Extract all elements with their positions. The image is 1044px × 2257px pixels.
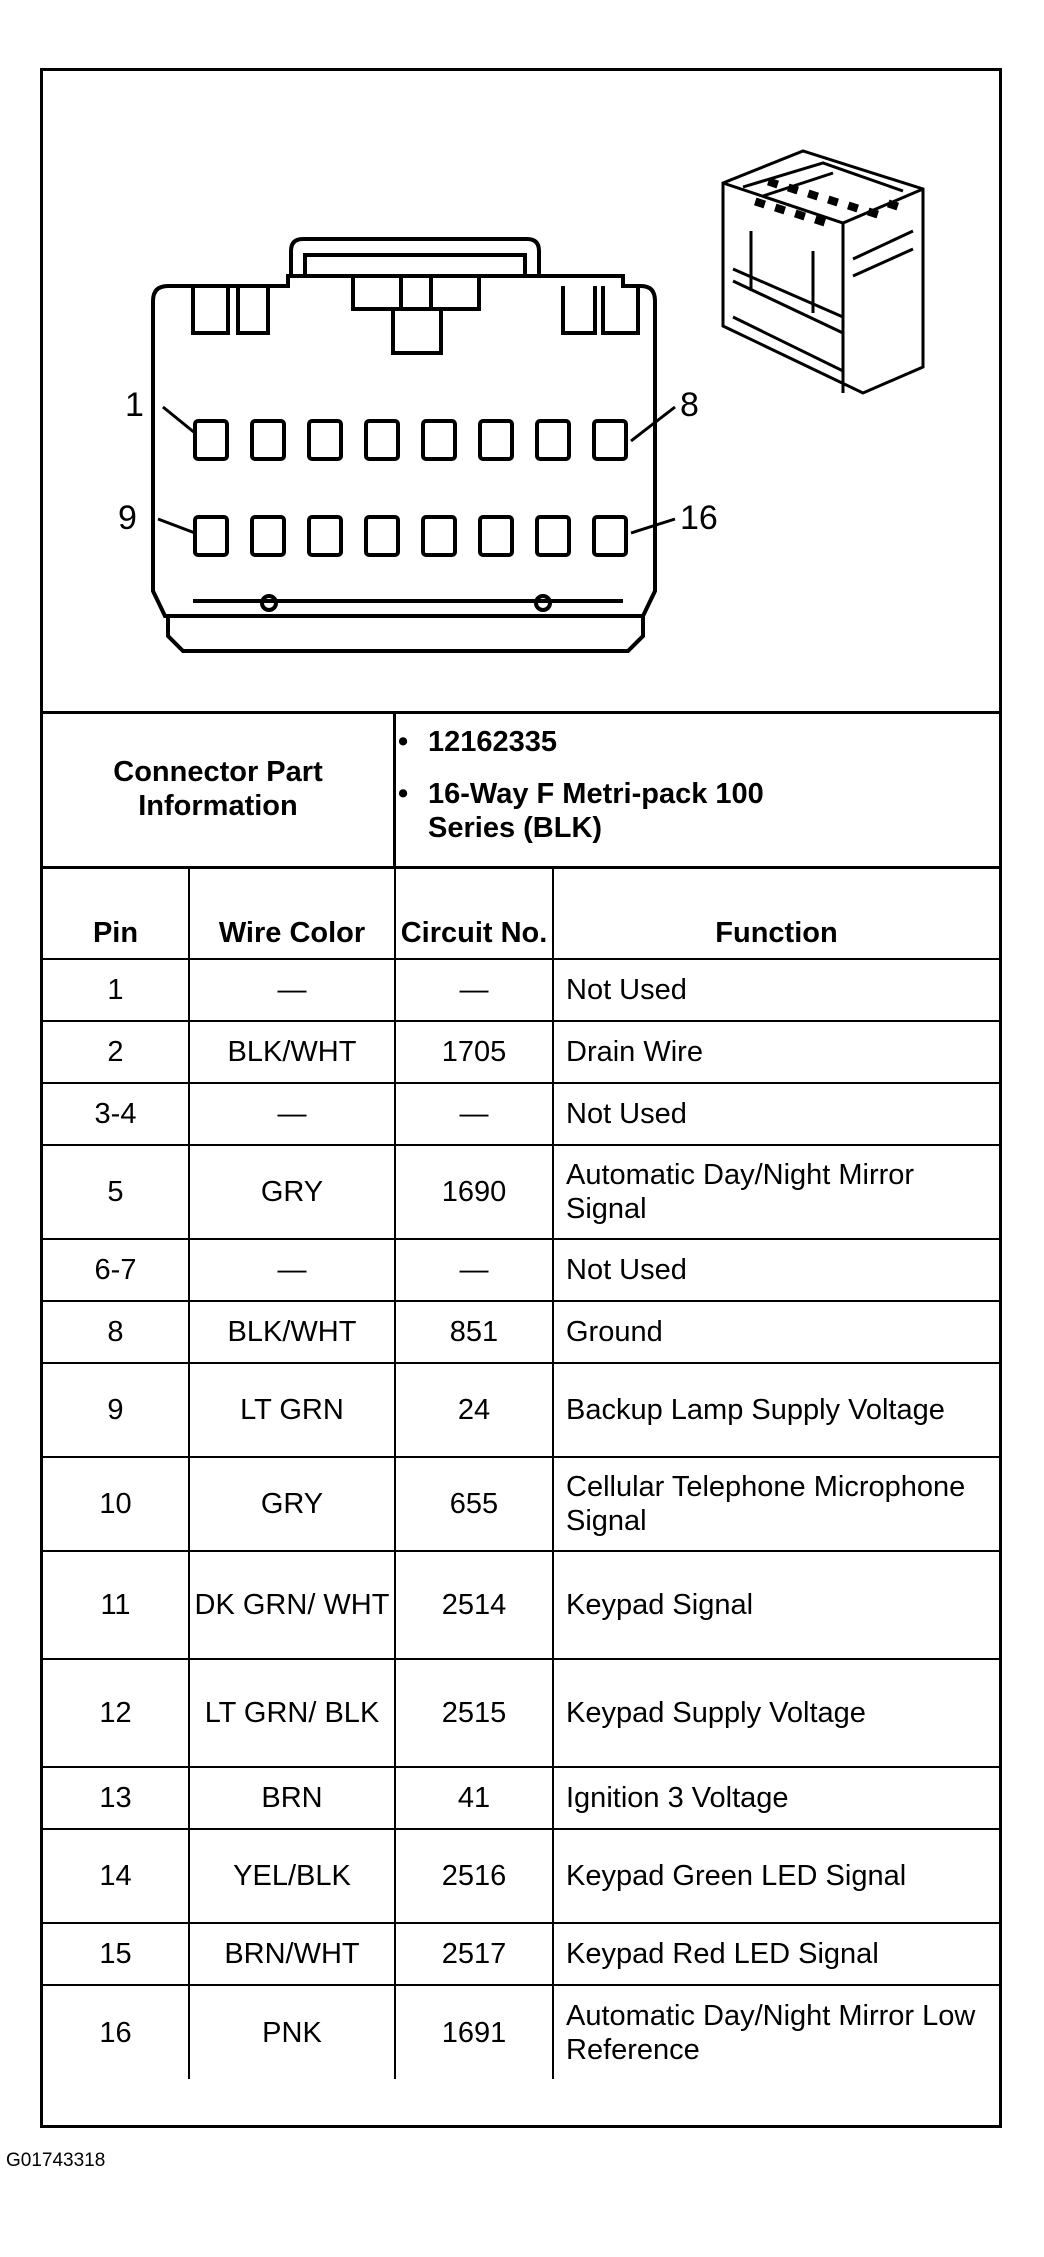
cell-circuit: 2516	[395, 1829, 553, 1923]
header-circuit-no: Circuit No.	[395, 867, 553, 959]
header-pin: Pin	[43, 867, 189, 959]
cell-function: Keypad Red LED Signal	[553, 1923, 999, 1985]
part-number: 12162335	[428, 726, 558, 758]
cell-wire-color: BLK/WHT	[189, 1021, 395, 1083]
connector-drawing-panel	[43, 71, 999, 714]
header-wire-color: Wire Color	[189, 867, 395, 959]
connector-series: 16-Way F Metri-pack 100 Series (BLK)	[428, 778, 764, 844]
cell-function: Not Used	[553, 1083, 999, 1145]
table-row	[43, 1021, 999, 1083]
cell-function: Backup Lamp Supply Voltage	[553, 1363, 999, 1457]
cell-wire-color: DK GRN/ WHT	[189, 1551, 395, 1659]
cell-wire-color: —	[189, 959, 395, 1021]
cell-pin: 10	[43, 1457, 189, 1551]
cell-function: Keypad Supply Voltage	[553, 1659, 999, 1767]
cell-pin: 12	[43, 1659, 189, 1767]
connector-isometric-view	[723, 151, 923, 393]
cell-function: Keypad Green LED Signal	[553, 1829, 999, 1923]
cell-pin: 9	[43, 1363, 189, 1457]
cell-circuit: —	[395, 1083, 553, 1145]
cell-wire-color: PNK	[189, 1985, 395, 2079]
cell-function: Ignition 3 Voltage	[553, 1767, 999, 1829]
table-row	[43, 1363, 999, 1457]
cell-pin: 1	[43, 959, 189, 1021]
bullet-item	[398, 777, 788, 845]
cell-pin: 5	[43, 1145, 189, 1239]
cell-circuit: 1705	[395, 1021, 553, 1083]
connector-sheet	[40, 68, 1002, 2128]
cell-circuit: 1690	[395, 1145, 553, 1239]
cell-wire-color: BRN	[189, 1767, 395, 1829]
cavity-row-bottom	[195, 517, 626, 555]
connector-part-info-bullets	[398, 725, 788, 845]
bullet-symbol: •	[398, 778, 409, 810]
connector-face-drawing	[43, 71, 999, 711]
cell-circuit: 851	[395, 1301, 553, 1363]
cell-function: Cellular Telephone Microphone Signal	[553, 1457, 999, 1551]
table-row	[43, 959, 999, 1021]
pin-label-1: 1	[125, 386, 144, 424]
pin-label-9: 9	[118, 499, 137, 537]
cell-wire-color: GRY	[189, 1145, 395, 1239]
figure-code: G01743318	[6, 2150, 106, 2171]
cell-wire-color: YEL/BLK	[189, 1829, 395, 1923]
cell-circuit: 1691	[395, 1985, 553, 2079]
cell-pin: 16	[43, 1985, 189, 2079]
cell-function: Ground	[553, 1301, 999, 1363]
pinout-table	[43, 866, 999, 2079]
cell-pin: 8	[43, 1301, 189, 1363]
cell-pin: 15	[43, 1923, 189, 1985]
pin-label-16: 16	[680, 499, 718, 537]
cell-wire-color: —	[189, 1083, 395, 1145]
cell-function: Automatic Day/Night Mirror Signal	[553, 1145, 999, 1239]
table-row	[43, 1767, 999, 1829]
cell-circuit: —	[395, 959, 553, 1021]
table-header-row	[43, 867, 999, 959]
cell-pin: 2	[43, 1021, 189, 1083]
cell-pin: 13	[43, 1767, 189, 1829]
cell-circuit: 24	[395, 1363, 553, 1457]
cell-function: Not Used	[553, 959, 999, 1021]
cell-pin: 3-4	[43, 1083, 189, 1145]
cell-function: Drain Wire	[553, 1021, 999, 1083]
header-function: Function	[553, 867, 999, 959]
cell-function: Not Used	[553, 1239, 999, 1301]
table-row	[43, 1829, 999, 1923]
cell-pin: 6-7	[43, 1239, 189, 1301]
cavity-row-top	[195, 421, 626, 459]
cell-wire-color: LT GRN/ BLK	[189, 1659, 395, 1767]
cell-pin: 11	[43, 1551, 189, 1659]
table-row	[43, 1145, 999, 1239]
connector-part-info-row	[43, 711, 999, 869]
cell-circuit: —	[395, 1239, 553, 1301]
cell-circuit: 2514	[395, 1551, 553, 1659]
connector-part-info-label: Connector Part Information	[43, 711, 396, 866]
cell-wire-color: —	[189, 1239, 395, 1301]
table-row	[43, 1551, 999, 1659]
table-row	[43, 1083, 999, 1145]
table-row	[43, 1457, 999, 1551]
cell-circuit: 655	[395, 1457, 553, 1551]
table-row	[43, 1239, 999, 1301]
cell-wire-color: BLK/WHT	[189, 1301, 395, 1363]
pin-label-8: 8	[680, 386, 699, 424]
cell-wire-color: BRN/WHT	[189, 1923, 395, 1985]
table-row	[43, 1923, 999, 1985]
table-row	[43, 1301, 999, 1363]
cell-circuit: 2517	[395, 1923, 553, 1985]
cell-function: Keypad Signal	[553, 1551, 999, 1659]
bullet-item	[398, 725, 788, 759]
pinout-table-body	[43, 959, 999, 2079]
cell-circuit: 2515	[395, 1659, 553, 1767]
bullet-symbol: •	[398, 726, 409, 758]
cell-wire-color: LT GRN	[189, 1363, 395, 1457]
table-row	[43, 1985, 999, 2079]
table-row	[43, 1659, 999, 1767]
cell-function: Automatic Day/Night Mirror Low Reference	[553, 1985, 999, 2079]
cell-circuit: 41	[395, 1767, 553, 1829]
cell-wire-color: GRY	[189, 1457, 395, 1551]
cell-pin: 14	[43, 1829, 189, 1923]
